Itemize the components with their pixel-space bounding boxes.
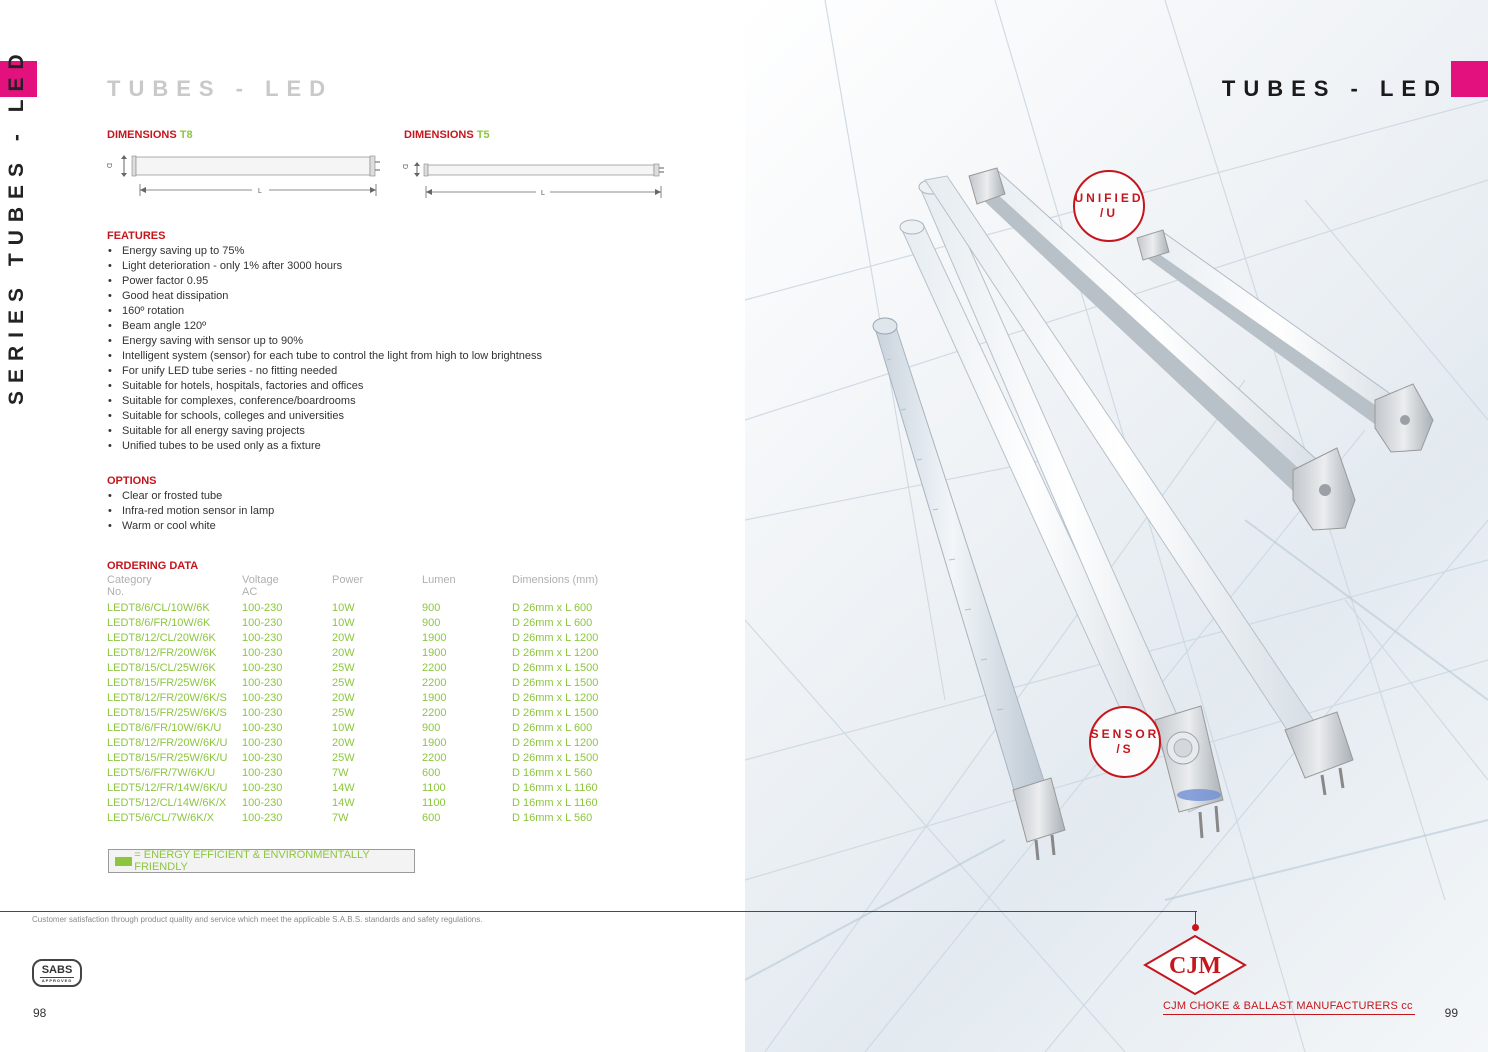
company-underline (1163, 1014, 1415, 1015)
ordering-row (107, 691, 622, 706)
ordering-cell: 1900 (422, 632, 447, 644)
ordering-heading: ORDERING DATA (107, 560, 199, 572)
features-heading: FEATURES (107, 230, 166, 242)
dimensions-t8-label: DIMENSIONS (107, 129, 177, 141)
ordering-row (107, 811, 622, 826)
ordering-row (107, 766, 622, 781)
t8-d-label: D (105, 163, 112, 169)
feature-item: • Power factor 0.95 (107, 274, 542, 289)
ordering-cell: LEDT8/6/CL/10W/6K (107, 602, 210, 614)
ordering-cell: 100-230 (242, 767, 283, 779)
ordering-header-text: Category (107, 574, 152, 586)
dimensions-t5-heading (404, 129, 490, 141)
ordering-row (107, 676, 622, 691)
sensor-badge (1089, 706, 1161, 778)
ordering-cell: LEDT8/15/FR/25W/6K (107, 677, 217, 689)
ordering-cell: 2200 (422, 707, 447, 719)
ordering-cell: 14W (332, 797, 355, 809)
ordering-cell: D 16mm x L 560 (512, 767, 593, 779)
ordering-header-text: Lumen (422, 574, 456, 586)
ordering-table (107, 574, 622, 826)
sensor-badge-line2: /S (1116, 742, 1134, 756)
ordering-cell: 600 (422, 767, 441, 779)
ordering-cell: D 26mm x L 1200 (512, 632, 599, 644)
ordering-row (107, 706, 622, 721)
option-item: • Clear or frosted tube (107, 489, 274, 504)
ordering-cell: 100-230 (242, 752, 283, 764)
ordering-cell: D 26mm x L 1200 (512, 692, 599, 704)
ordering-header-cell (332, 574, 422, 601)
feature-item: • For unify LED tube series - no fitting needed (107, 364, 542, 379)
sensor-badge-line1: SENSOR (1090, 727, 1160, 741)
ordering-cell: 20W (332, 737, 355, 749)
unified-badge-line1: UNIFIED (1074, 191, 1144, 205)
ordering-cell: LEDT5/12/CL/14W/6K/X (107, 797, 227, 809)
ordering-cell: LEDT5/12/FR/14W/6K/U (107, 782, 228, 794)
ordering-cell: LEDT5/6/CL/7W/6K/X (107, 812, 214, 824)
ordering-cell: D 26mm x L 1500 (512, 752, 599, 764)
ordering-cell: D 26mm x L 1500 (512, 707, 599, 719)
ordering-row (107, 601, 622, 616)
ordering-header-text: Power (332, 574, 364, 586)
t5-l-label: L (541, 190, 545, 197)
ordering-cell: 100-230 (242, 707, 283, 719)
feature-item: • Energy saving up to 75% (107, 244, 542, 259)
ordering-cell: 25W (332, 662, 355, 674)
unified-badge (1073, 170, 1145, 242)
ordering-row (107, 796, 622, 811)
ordering-cell: 20W (332, 647, 355, 659)
feature-item: • Good heat dissipation (107, 289, 542, 304)
sabs-logo-text: SABS (41, 964, 73, 976)
eco-legend-text: = ENERGY EFFICIENT & ENVIRONMENTALLY FRIENDLY (134, 849, 370, 873)
ordering-header-text: Dimensions (mm) (512, 574, 599, 586)
t8-dimension-diagram (104, 150, 384, 198)
features-list (107, 244, 542, 454)
feature-item: • Unified tubes to be used only as a fixture (107, 439, 542, 454)
ordering-cell: 100-230 (242, 647, 283, 659)
eco-legend (108, 849, 415, 873)
ordering-cell: D 26mm x L 1500 (512, 662, 599, 674)
feature-item: • Suitable for schools, colleges and universities (107, 409, 542, 424)
vertical-series-title: SERIES TUBES - LED (5, 46, 28, 405)
cjm-logo-text: CJM (1169, 953, 1221, 979)
dimensions-t8-sub: T8 (179, 129, 193, 141)
unified-badge-line2: /U (1100, 206, 1118, 220)
ordering-cell: 100-230 (242, 632, 283, 644)
ordering-cell: LEDT8/15/FR/25W/6K/S (107, 707, 227, 719)
ordering-cell: 1900 (422, 692, 447, 704)
ordering-cell: 2200 (422, 677, 447, 689)
ordering-cell: 100-230 (242, 692, 283, 704)
ordering-row (107, 646, 622, 661)
ordering-cell: 25W (332, 707, 355, 719)
footer-divider-dot (1192, 924, 1199, 931)
led-tube-product-photo (745, 0, 1488, 1052)
ordering-row (107, 736, 622, 751)
ordering-cell: 10W (332, 617, 355, 629)
dimensions-t5-label: DIMENSIONS (404, 129, 474, 141)
ordering-cell: LEDT8/6/FR/10W/6K (107, 617, 211, 629)
ordering-header-cell (512, 574, 622, 601)
ordering-cell: D 26mm x L 1200 (512, 737, 599, 749)
ordering-cell: 2200 (422, 662, 447, 674)
ordering-cell: 2200 (422, 752, 447, 764)
ordering-cell: 100-230 (242, 797, 283, 809)
ordering-cell: LEDT8/15/FR/25W/6K/U (107, 752, 228, 764)
ordering-cell: 100-230 (242, 722, 283, 734)
page-tab-marker-right (1451, 61, 1488, 97)
ordering-cell: 600 (422, 812, 441, 824)
ordering-row (107, 721, 622, 736)
page-title-left: TUBES - LED (107, 76, 334, 101)
ordering-cell: 10W (332, 602, 355, 614)
ordering-cell: 100-230 (242, 677, 283, 689)
feature-item: • 160º rotation (107, 304, 542, 319)
t8-l-label: L (258, 188, 262, 195)
ordering-cell: LEDT8/12/FR/20W/6K/S (107, 692, 227, 704)
ordering-cell: LEDT8/15/CL/25W/6K (107, 662, 216, 674)
cjm-logo (1143, 935, 1247, 995)
t5-d-label: D (401, 164, 408, 170)
ordering-cell: 100-230 (242, 737, 283, 749)
feature-item: • Energy saving with sensor up to 90% (107, 334, 542, 349)
feature-item: • Suitable for complexes, conference/boardrooms (107, 394, 542, 409)
ordering-row (107, 751, 622, 766)
ordering-cell: D 26mm x L 1500 (512, 677, 599, 689)
ordering-cell: 25W (332, 677, 355, 689)
options-list (107, 489, 274, 534)
sabs-logo-subtext: APPROVED (41, 978, 73, 983)
ordering-row (107, 631, 622, 646)
ordering-cell: LEDT5/6/FR/7W/6K/U (107, 767, 216, 779)
ordering-header-cell (107, 574, 242, 601)
options-heading: OPTIONS (107, 475, 157, 487)
ordering-header-text: AC (242, 586, 258, 598)
ordering-cell: 1900 (422, 737, 447, 749)
ordering-cell: D 26mm x L 600 (512, 722, 593, 734)
ordering-cell: 100-230 (242, 617, 283, 629)
page-number-left: 98 (33, 1006, 47, 1020)
t5-dimension-diagram (398, 158, 670, 202)
ordering-header-cell (422, 574, 512, 601)
ordering-header-row (107, 574, 622, 601)
page-title-right: TUBES - LED (1221, 76, 1448, 101)
page-number-right: 99 (1444, 1006, 1458, 1020)
footer-statement: Customer satisfaction through product quality and service which meet the applicable S.A.B.S. standards and safety regulations. (32, 915, 483, 924)
ordering-row (107, 616, 622, 631)
ordering-cell: D 26mm x L 1200 (512, 647, 599, 659)
footer-divider (0, 911, 1197, 912)
ordering-cell: 20W (332, 692, 355, 704)
ordering-cell: LEDT8/6/FR/10W/6K/U (107, 722, 222, 734)
feature-item: • Suitable for hotels, hospitals, factories and offices (107, 379, 542, 394)
ordering-cell: 7W (332, 812, 349, 824)
ordering-cell: 1900 (422, 647, 447, 659)
ordering-cell: LEDT8/12/FR/20W/6K (107, 647, 217, 659)
sabs-approved-logo (32, 959, 82, 987)
ordering-cell: 100-230 (242, 662, 283, 674)
ordering-cell: 900 (422, 617, 441, 629)
ordering-cell: LEDT8/12/FR/20W/6K/U (107, 737, 228, 749)
ordering-row (107, 661, 622, 676)
ordering-cell: 900 (422, 722, 441, 734)
ordering-cell: 14W (332, 782, 355, 794)
ordering-cell: 25W (332, 752, 355, 764)
ordering-cell: 100-230 (242, 812, 283, 824)
ordering-header-cell (242, 574, 332, 601)
eco-legend-swatch (115, 857, 132, 866)
ordering-cell: D 16mm x L 1160 (512, 782, 598, 794)
ordering-cell: 1100 (422, 797, 446, 809)
option-item: • Infra-red motion sensor in lamp (107, 504, 274, 519)
option-item: • Warm or cool white (107, 519, 274, 534)
ordering-cell: 10W (332, 722, 355, 734)
feature-item: • Beam angle 120º (107, 319, 542, 334)
ordering-cell: D 16mm x L 1160 (512, 797, 598, 809)
ordering-header-text: Voltage (242, 574, 279, 586)
company-name: CJM CHOKE & BALLAST MANUFACTURERS cc (1163, 1000, 1413, 1012)
feature-item: • Intelligent system (sensor) for each tube to control the light from high to low brightness (107, 349, 542, 364)
ordering-cell: 100-230 (242, 602, 283, 614)
ordering-cell: D 26mm x L 600 (512, 602, 593, 614)
feature-item: • Light deterioration - only 1% after 3000 hours (107, 259, 542, 274)
ordering-cell: 7W (332, 767, 349, 779)
ordering-cell: 900 (422, 602, 441, 614)
dimensions-t5-sub: T5 (476, 129, 490, 141)
ordering-cell: 20W (332, 632, 355, 644)
ordering-cell: 100-230 (242, 782, 283, 794)
ordering-cell: D 16mm x L 560 (512, 812, 593, 824)
ordering-cell: 1100 (422, 782, 446, 794)
feature-item: • Suitable for all energy saving projects (107, 424, 542, 439)
ordering-header-text: No. (107, 586, 125, 598)
dimensions-t8-heading (107, 129, 193, 141)
ordering-cell: LEDT8/12/CL/20W/6K (107, 632, 216, 644)
right-page (745, 0, 1488, 1052)
ordering-cell: D 26mm x L 600 (512, 617, 593, 629)
ordering-row (107, 781, 622, 796)
